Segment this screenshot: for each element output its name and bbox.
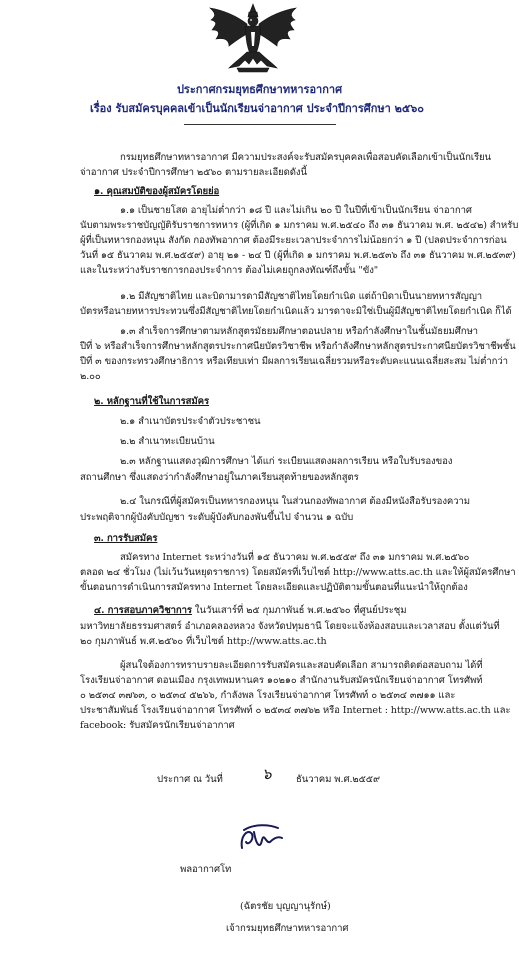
paragraph-line: และในระหว่างรับราชการกองประจำการ ต้องไม่เคยถูกลงทัณฑ์ถึงขั้น "ขัง"	[80, 265, 379, 276]
paragraph-line: ตลอด ๒๔ ชั่วโมง (ไม่เว้นวันหยุดราชการ) โดยสมัครที่เว็บไซต์ http://www.atts.ac.th และให้ผู้สมัครศึกษา	[80, 567, 516, 578]
section-heading: ๔. การสอบภาควิชาการ	[94, 605, 192, 616]
paragraph-text: ในวันเสาร์ที่ ๒๕ กุมภาพันธ์ พ.ศ.๒๕๖๐ ที่ศูนย์ประชุม	[191, 605, 407, 616]
document-subject: เรื่อง รับสมัครบุคคลเข้าเป็นนักเรียนจ่าอากาศ ประจำปีการศึกษา ๒๕๖๐	[90, 102, 424, 115]
announce-day: ๖	[262, 765, 272, 783]
header-divider	[184, 124, 336, 125]
paragraph-line: ปีที่ ๓ ของกระทรวงศึกษาธิการ หรือเทียบเท่า มีผลการเรียนเฉลี่ยรวมหรือระดับคะแนนเฉลี่ยสะสม ไม่ต่ำกว่า	[80, 356, 508, 367]
paragraph-line: ๑.๒ มีสัญชาติไทย และบิดามารดามีสัญชาติไทยโดยกำเนิด แต่ถ้าบิดาเป็นนายทหารสัญญา	[120, 291, 483, 302]
garuda-emblem-icon	[207, 2, 299, 74]
document-issuer: ประกาศกรมยุทธศึกษาทหารอากาศ	[176, 83, 343, 96]
paragraph-line: ๒.๔ ในกรณีที่ผู้สมัครเป็นทหารกองหนุน ในส่วนกองทัพอากาศ ต้องมีหนังสือรับรองความ	[120, 496, 471, 507]
paragraph-line: มหาวิทยาลัยธรรมศาสตร์ อำเภอคลองหลวง จังหวัดปทุมธานี โดยจะแจ้งห้องสอบและเวลาสอบ ตั้งแต่วันที่	[80, 621, 500, 632]
paragraph-line: ประพฤติจากผู้บังคับบัญชา ระดับผู้บังคับกองพันขึ้นไป จำนวน ๑ ฉบับ	[80, 512, 354, 523]
paragraph-line: สมัครทาง Internet ระหว่างวันที่ ๑๕ ธันวาคม พ.ศ.๒๕๕๙ ถึง ๓๑ มกราคม พ.ศ.๒๕๖๐	[120, 552, 470, 563]
paragraph-line: ๑.๓ สำเร็จการศึกษาตามหลักสูตรมัธยมศึกษาตอนปลาย หรือกำลังศึกษาในชั้นมัธยมศึกษา	[120, 326, 478, 337]
paragraph-line: ๑.๑ เป็นชายโสด อายุไม่ต่ำกว่า ๑๘ ปี และไม่เกิน ๒๐ ปี ในปีที่เข้าเป็นนักเรียน จ่าอากาศ	[120, 205, 472, 216]
paragraph-line: ๒๐ กุมภาพันธ์ พ.ศ.๒๕๖๐ ที่เว็บไซต์ http://www.atts.ac.th	[80, 636, 327, 647]
paragraph-line: ปีที่ ๖ หรือสำเร็จการศึกษาหลักสูตรประกาศนียบัตรวิชาชีพ หรือกำลังศึกษาหลักสูตรประกาศนียบัตรวิชาชีพชั้น	[80, 341, 516, 352]
signer-rank: พลอากาศโท	[180, 864, 232, 875]
signer-position: เจ้ากรมยุทธศึกษาทหารอากาศ	[226, 923, 349, 934]
section-heading: ๒. หลักฐานที่ใช้ในการสมัคร	[94, 396, 210, 407]
section-heading: ๓. การรับสมัคร	[94, 533, 158, 544]
paragraph-line: วันที่ ๑๕ ธันวาคม พ.ศ.๒๕๕๙) อายุ ๒๑ - ๒๔ ปี (ผู้ที่เกิด ๑ มกราคม พ.ศ.๒๕๓๖ ถึง ๓๑ ธันวาคม พ.ศ.๒๕๓๙)	[80, 250, 516, 261]
signer-name: (ฉัตรชัย บุญญานุรักษ์)	[240, 901, 331, 912]
intro-line: กรมยุทธศึกษาทหารอากาศ มีความประสงค์จะรับสมัครบุคคลเพื่อสอบคัดเลือกเข้าเป็นนักเรียน	[120, 152, 492, 163]
paragraph-line: ผู้สนใจต้องการทราบรายละเอียดการรับสมัครและสอบคัดเลือก สามารถติดต่อสอบถาม ได้ที่	[120, 660, 483, 671]
handwritten-signature	[234, 822, 286, 856]
announce-date: ธันวาคม พ.ศ.๒๕๕๙	[296, 774, 380, 785]
announce-prefix: ประกาศ ณ วันที่	[157, 774, 223, 785]
intro-line: จ่าอากาศ ประจำปีการศึกษา ๒๕๖๐ ตามรายละเอียดดังนี้	[80, 167, 307, 178]
paragraph-line: ประชาสัมพันธ์ โรงเรียนจ่าอากาศ โทรศัพท์ ๐ ๒๕๓๔ ๓๗๖๒ หรือ Internet : http://www.atts.ac.th และ	[80, 705, 511, 716]
paragraph-line: ๐ ๒๕๓๔ ๓๗๖๓, ๐ ๒๕๓๔ ๕๒๖๖, กำลังพล โรงเรียนจ่าอากาศ โทรศัพท์ ๐ ๒๕๓๔ ๓๗๑๑ และ	[80, 690, 456, 701]
paragraph-line: สถานศึกษา ซึ่งแสดงว่ากำลังศึกษาอยู่ในภาคเรียนสุดท้ายของหลักสูตร	[80, 472, 359, 483]
paragraph-line: ๒.๐๐	[80, 371, 101, 382]
paragraph-line: ๒.๒ สำเนาทะเบียนบ้าน	[120, 436, 215, 447]
section-4-first-line	[94, 605, 406, 617]
paragraph-line: ๒.๓ หลักฐานแสดงวุฒิการศึกษา ได้แก่ ระเบียนแสดงผลการเรียน หรือใบรับรองของ	[120, 456, 453, 467]
section-heading: ๑. คุณสมบัติของผู้สมัครโดยย่อ	[94, 186, 220, 197]
paragraph-line: ขั้นตอนการดำเนินการสมัครทาง Internet โดยละเอียดและปฏิบัติตามขั้นตอนที่แนะนำให้ถูกต้อง	[80, 582, 468, 593]
paragraph-line: ๒.๑ สำเนาบัตรประจำตัวประชาชน	[120, 416, 261, 427]
paragraph-line: ผู้ที่เป็นทหารกองหนุน สังกัด กองทัพอากาศ ต้องมีระยะเวลาประจำการไม่น้อยกว่า ๑ ปี (ปลดประจำการก่อน	[80, 235, 507, 246]
paragraph-line: บัตรหรือนายทหารประทวนซึ่งมีสัญชาติไทยโดยกำเนิดแล้ว มารดาจะมิใช่เป็นผู้มีสัญชาติไทยโดยกำเนิด ก็ได้	[80, 306, 512, 317]
paragraph-line: facebook: รับสมัครนักเรียนจ่าอากาศ	[80, 720, 235, 731]
paragraph-line: โรงเรียนจ่าอากาศ ดอนเมือง กรุงเทพมหานคร ๑๐๒๑๐ สำนักงานรับสมัครนักเรียนจ่าอากาศ โทรศัพท์	[80, 675, 483, 686]
paragraph-line: นับตามพระราชบัญญัติรับราชการทหาร (ผู้ที่เกิด ๑ มกราคม พ.ศ.๒๕๔๐ ถึง ๓๑ ธันวาคม พ.ศ. ๒๕๔๒) สำหรับ	[80, 220, 519, 231]
